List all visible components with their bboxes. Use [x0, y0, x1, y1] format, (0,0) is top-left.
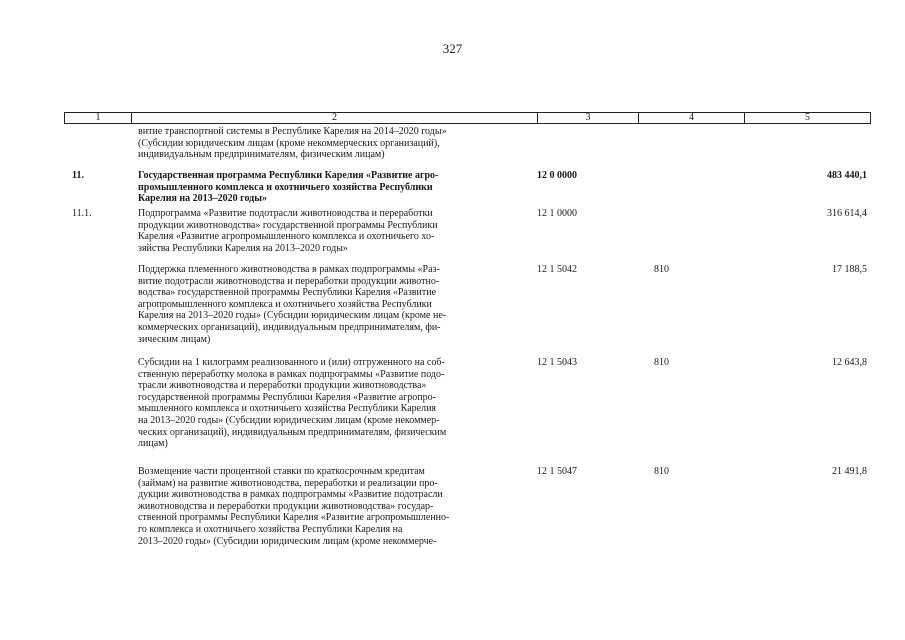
description-line: зическим лицам) — [138, 333, 211, 345]
description-line: витие транспортной системы в Республике Карелия на 2014–2020 годы» — [138, 126, 447, 137]
description-line: Государственная программа Республики Карелия «Развитие агро- — [138, 170, 439, 181]
description-line: 2013–2020 годы» (Субсидии юридическим лицам (кроме некоммерче- — [138, 535, 437, 547]
description-line: продукции животноводства» государственной программы Республики — [138, 219, 438, 231]
description-line: коммерческих организаций), индивидуальным предпринимателям, фи- — [138, 321, 441, 333]
description-line: Возмещение части процентной ставки по краткосрочным кредитам — [138, 466, 425, 477]
page-number: 327 — [442, 41, 463, 56]
description-line: Карелия на 2013–2020 годы» — [138, 193, 268, 205]
row-code: 12 1 0000 — [537, 208, 577, 219]
row-amount: 483 440,1 — [827, 170, 867, 181]
description-line: агропромышленного комплекса и охотничьего хозяйства Республики — [138, 298, 432, 310]
description-line: (Субсидии юридическим лицам (кроме некоммерческих организаций), — [138, 137, 440, 149]
description-line: витие подотрасли животноводства и переработки продукции животно- — [138, 275, 440, 287]
description-line: ственной программы Республики Карелия «Развитие агропромышленно- — [138, 512, 450, 524]
row-description — [138, 170, 512, 205]
description-line: индивидуальным предпринимателям, физическим лицам) — [138, 149, 385, 161]
row-code: 12 1 5047 — [537, 466, 577, 477]
description-line: ственную переработку молока в рамках подпрограммы «Развитие подо- — [138, 368, 445, 380]
header-col-2: 2 — [131, 113, 537, 123]
row-code: 12 1 5042 — [537, 264, 577, 275]
description-line: го комплекса и охотничьего хозяйства Республики Карелия на — [138, 523, 403, 535]
header-col-4: 4 — [638, 113, 744, 123]
description-line: лицам) — [138, 438, 168, 450]
row-code: 12 1 5043 — [537, 357, 577, 368]
row-type: 810 — [654, 264, 669, 275]
row-type: 810 — [654, 466, 669, 477]
row-amount: 316 614,4 — [827, 208, 867, 219]
description-line: трасли животноводства и переработки продукции животноводства» — [138, 380, 427, 392]
row-number: 11.1. — [72, 208, 92, 219]
description-line: животноводства и переработки продукции животноводства» государ- — [138, 500, 434, 512]
description-line: Карелия «Развитие агропромышленного комплекса и охотничьего хо- — [138, 231, 435, 243]
row-description — [138, 357, 512, 450]
row-description — [138, 466, 512, 547]
header-col-1: 1 — [95, 112, 101, 123]
description-line: Подпрограмма «Развитие подотрасли животноводства и переработки — [138, 208, 433, 219]
description-line: водства» государственной программы Республики Карелия «Развитие — [138, 287, 437, 299]
description-line: (займам) на развитие животноводства, переработки и реализации про- — [138, 477, 438, 489]
description-line: Поддержка племенного животноводства в рамках подпрограммы «Раз- — [138, 264, 440, 275]
row-amount: 21 491,8 — [832, 466, 867, 477]
row-amount: 17 188,5 — [832, 264, 867, 275]
header-col-3: 3 — [537, 113, 638, 123]
row-description — [138, 264, 512, 345]
description-line: государственной программы Республики Карелия «Развитие агропро- — [138, 391, 436, 403]
description-line: дукции животноводства в рамках подпрограммы «Развитие подотрасли — [138, 489, 443, 501]
description-line: на 2013–2020 годы» (Субсидии юридическим лицам (кроме некоммер- — [138, 414, 440, 426]
row-number: 11. — [72, 170, 84, 181]
description-line: ческих организаций), индивидуальным предпринимателям, физическим — [138, 426, 447, 438]
row-description — [138, 126, 512, 161]
row-description — [138, 208, 512, 254]
description-line: Субсидии на 1 килограмм реализованного и (или) отгруженного на соб- — [138, 357, 445, 368]
description-line: зяйства Республики Карелия на 2013–2020 годы» — [138, 242, 348, 254]
row-type: 810 — [654, 357, 669, 368]
row-amount: 12 643,8 — [832, 357, 867, 368]
description-line: мышленного комплекса и охотничьего хозяйства Республики Карелия — [138, 403, 437, 415]
description-line: промышленного комплекса и охотничьего хозяйства Республики — [138, 181, 433, 193]
description-line: Карелия на 2013–2020 годы» (Субсидии юридическим лицам (кроме не- — [138, 310, 447, 322]
table-header — [64, 112, 871, 124]
row-code: 12 0 0000 — [537, 170, 577, 181]
header-col-5: 5 — [744, 113, 870, 123]
